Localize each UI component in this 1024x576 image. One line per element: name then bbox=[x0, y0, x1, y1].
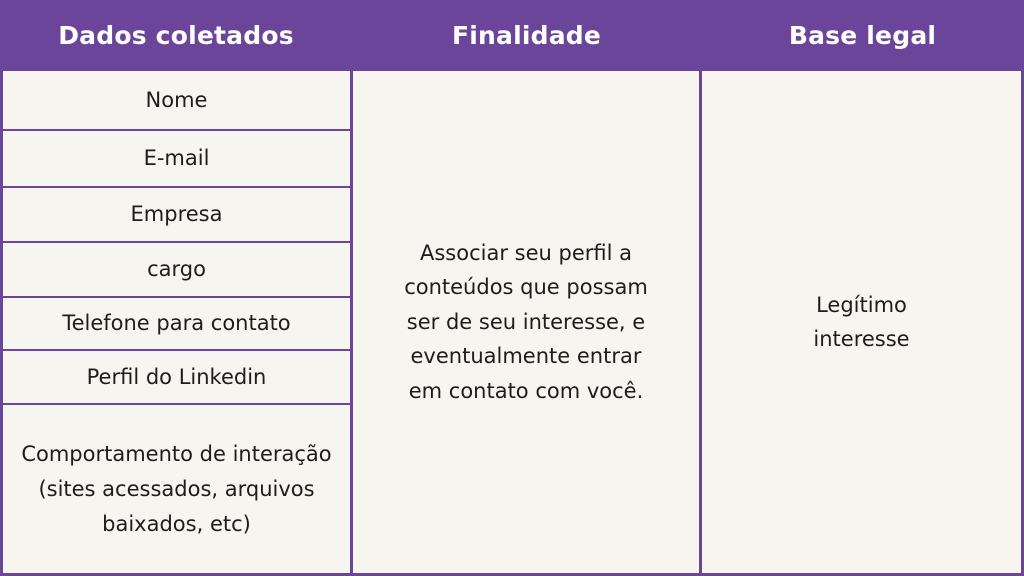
column-border-left bbox=[0, 71, 3, 576]
header-dados-coletados: Dados coletados bbox=[58, 21, 294, 50]
data-item-empresa: Empresa bbox=[130, 202, 223, 226]
header-finalidade: Finalidade bbox=[451, 21, 602, 50]
data-item-email: E-mail bbox=[143, 146, 210, 170]
legal-basis-text: Legítimo interesse bbox=[813, 293, 910, 351]
table-header bbox=[0, 0, 1024, 71]
column-border-2 bbox=[699, 71, 702, 576]
data-item-comportamento: Comportamento de interação (sites acessados, arquivos baixados, etc) bbox=[21, 441, 332, 536]
header-base-legal: Base legal bbox=[788, 21, 937, 50]
data-item-nome: Nome bbox=[145, 87, 208, 112]
purpose-column bbox=[353, 71, 699, 573]
column-border-1 bbox=[350, 71, 353, 576]
data-item-linkedin: Perfil do Linkedin bbox=[86, 364, 267, 389]
data-item-telefone: Telefone para contato bbox=[62, 311, 291, 335]
data-items-column bbox=[3, 71, 350, 573]
legal-basis-column bbox=[702, 71, 1021, 573]
purpose-text: Associar seu perfil a conteúdos que possam ser de seu interesse, e eventualmente entrar em contato com você. bbox=[404, 240, 648, 403]
data-item-cargo: cargo bbox=[147, 257, 206, 281]
